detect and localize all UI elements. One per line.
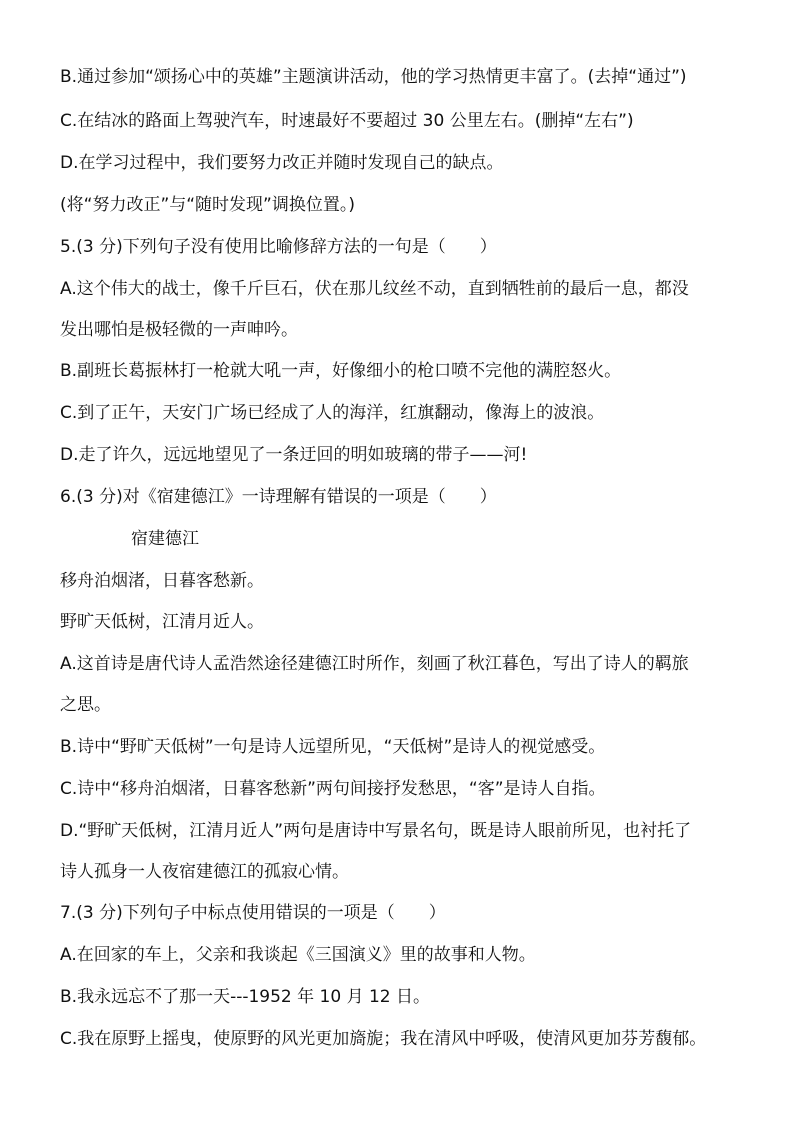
q5-option-d: D.走了许久，远远地望见了一条迂回的明如玻璃的带子——河! bbox=[60, 445, 528, 465]
q5-option-a-line2: 发出哪怕是极轻微的一声呻吟。 bbox=[60, 320, 298, 340]
question-6-stem: 6.(3 分)对《宿建德江》一诗理解有错误的一项是（ ） bbox=[60, 487, 497, 507]
q6-option-b: B.诗中“野旷天低树”一句是诗人远望所见，“天低树”是诗人的视觉感受。 bbox=[60, 737, 606, 757]
q6-option-d-line1: D.“野旷天低树，江清月近人”两句是唐诗中写景名句，既是诗人眼前所见，也衬托了 bbox=[60, 821, 692, 841]
poem-line-1: 移舟泊烟渚，日暮客愁新。 bbox=[60, 571, 264, 591]
q7-option-b: B.我永远忘不了那一天---1952 年 10 月 12 日。 bbox=[60, 987, 431, 1007]
question-5-stem: 5.(3 分)下列句子没有使用比喻修辞方法的一句是（ ） bbox=[60, 237, 497, 257]
option-c-line: C.在结冰的路面上驾驶汽车，时速最好不要超过 30 公里左右。(删掉“左右”) bbox=[60, 111, 634, 131]
poem-line-2: 野旷天低树，江清月近人。 bbox=[60, 612, 264, 632]
q7-option-c: C.我在原野上摇曳，使原野的风光更加旖旎；我在清风中呼吸，使清风更加芬芳馥郁。 bbox=[60, 1029, 707, 1049]
poem-title: 宿建德江 bbox=[131, 529, 199, 549]
question-7-stem: 7.(3 分)下列句子中标点使用错误的一项是（ ） bbox=[60, 903, 446, 923]
q6-option-d-line2: 诗人孤身一人夜宿建德江的孤寂心情。 bbox=[60, 862, 349, 882]
q6-option-a-line2: 之思。 bbox=[60, 695, 111, 715]
q7-option-a: A.在回家的车上，父亲和我谈起《三国演义》里的故事和人物。 bbox=[60, 945, 536, 965]
option-b-line: B.通过参加“颂扬心中的英雄”主题演讲活动，他的学习热情更丰富了。(去掉“通过”) bbox=[60, 67, 687, 87]
option-d-line: D.在学习过程中，我们要努力改正并随时发现自己的缺点。 bbox=[60, 153, 504, 173]
q5-option-c: C.到了正午，天安门广场已经成了人的海洋，红旗翻动，像海上的波浪。 bbox=[60, 403, 605, 423]
option-d-note: (将“努力改正”与“随时发现”调换位置。) bbox=[60, 195, 355, 215]
q5-option-a-line1: A.这个伟大的战士，像千斤巨石，伏在那儿纹丝不动，直到牺牲前的最后一息，都没 bbox=[60, 279, 689, 299]
q6-option-c: C.诗中“移舟泊烟渚，日暮客愁新”两句间接抒发愁思，“客”是诗人自指。 bbox=[60, 779, 606, 799]
q6-option-a-line1: A.这首诗是唐代诗人孟浩然途径建德江时所作，刻画了秋江暮色，写出了诗人的羁旅 bbox=[60, 654, 689, 674]
q5-option-b: B.副班长葛振林打一枪就大吼一声，好像细小的枪口喷不完他的满腔怒火。 bbox=[60, 361, 622, 381]
